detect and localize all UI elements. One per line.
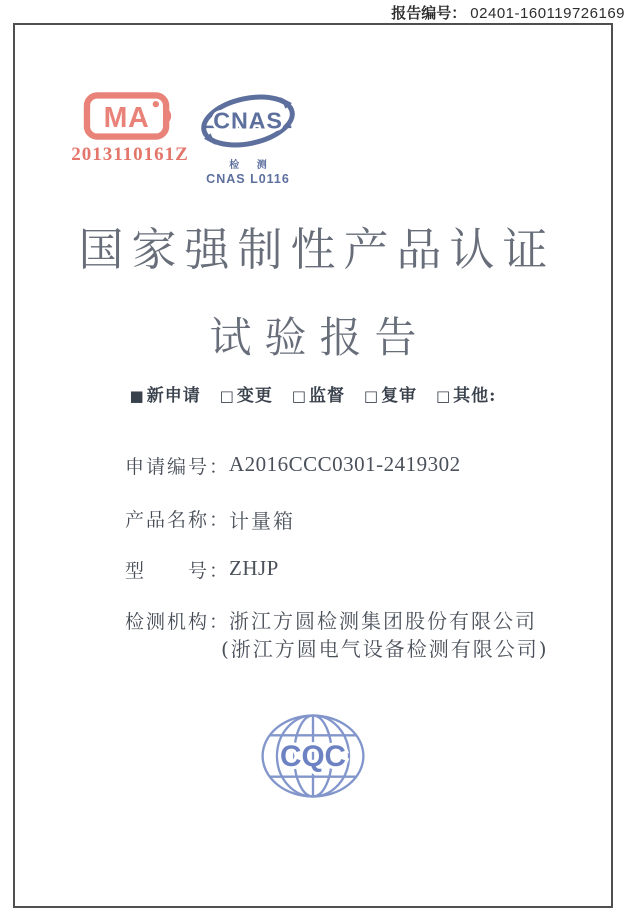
testing-org-line2: (浙江方圆电气设备检测有限公司) <box>221 637 549 661</box>
cqc-logo <box>259 711 367 805</box>
field-value <box>221 607 549 663</box>
cma-letters: MA <box>103 102 149 135</box>
cma-certificate-number: 2013110161Z <box>71 144 189 165</box>
checkbox-empty-icon: □ <box>219 387 235 405</box>
option-review <box>364 386 417 406</box>
checkbox-empty-icon: □ <box>291 387 307 405</box>
checkbox-filled-icon: ■ <box>129 387 145 405</box>
field-value: A2016CCC0301-2419302 <box>229 452 461 476</box>
field-value: ZHJP <box>229 556 279 580</box>
document-subtitle: 试验报告 <box>209 313 430 362</box>
report-number-label: 报告编号： <box>391 5 467 22</box>
report-number <box>391 2 625 23</box>
cnas-logo <box>193 87 303 186</box>
cma-logo <box>70 91 190 166</box>
option-label: 监督 <box>308 386 345 406</box>
cqc-globe-icon <box>259 711 367 801</box>
cnas-accreditation-number: CNAS L0116 <box>206 172 290 186</box>
field-product-name <box>125 505 295 534</box>
checkbox-empty-icon: □ <box>435 387 452 405</box>
field-model <box>125 556 279 583</box>
option-change <box>220 386 273 406</box>
cnas-jiance-label: 检 测 <box>229 160 274 171</box>
option-label: 复审 <box>381 386 418 406</box>
document-title: 国家强制性产品认证 <box>78 223 556 276</box>
field-testing-organization <box>125 607 549 663</box>
report-number-value: 02401-160119726169 <box>470 5 625 22</box>
option-supervision <box>292 386 345 406</box>
cqc-letters: CQC <box>280 739 346 773</box>
field-value: 计量箱 <box>229 509 295 533</box>
field-label: 产品名称： <box>125 509 231 531</box>
field-label: 申请编号： <box>125 456 231 478</box>
field-application-number <box>125 452 461 479</box>
option-other <box>436 386 496 406</box>
page-border-frame <box>13 23 613 908</box>
field-label: 型 号： <box>125 560 231 582</box>
option-new-application <box>130 386 201 406</box>
checkbox-empty-icon: □ <box>363 387 380 405</box>
cma-icon <box>83 91 178 141</box>
application-type-row <box>15 381 611 406</box>
option-label: 变更 <box>236 386 273 406</box>
field-label: 检测机构： <box>125 611 231 633</box>
cnas-icon <box>198 87 298 155</box>
cnas-letters: CNAS <box>213 107 283 134</box>
option-label: 其他: <box>453 386 497 406</box>
option-label: 新申请 <box>146 386 201 406</box>
testing-org-line1: 浙江方圆检测集团股份有限公司 <box>229 609 537 633</box>
